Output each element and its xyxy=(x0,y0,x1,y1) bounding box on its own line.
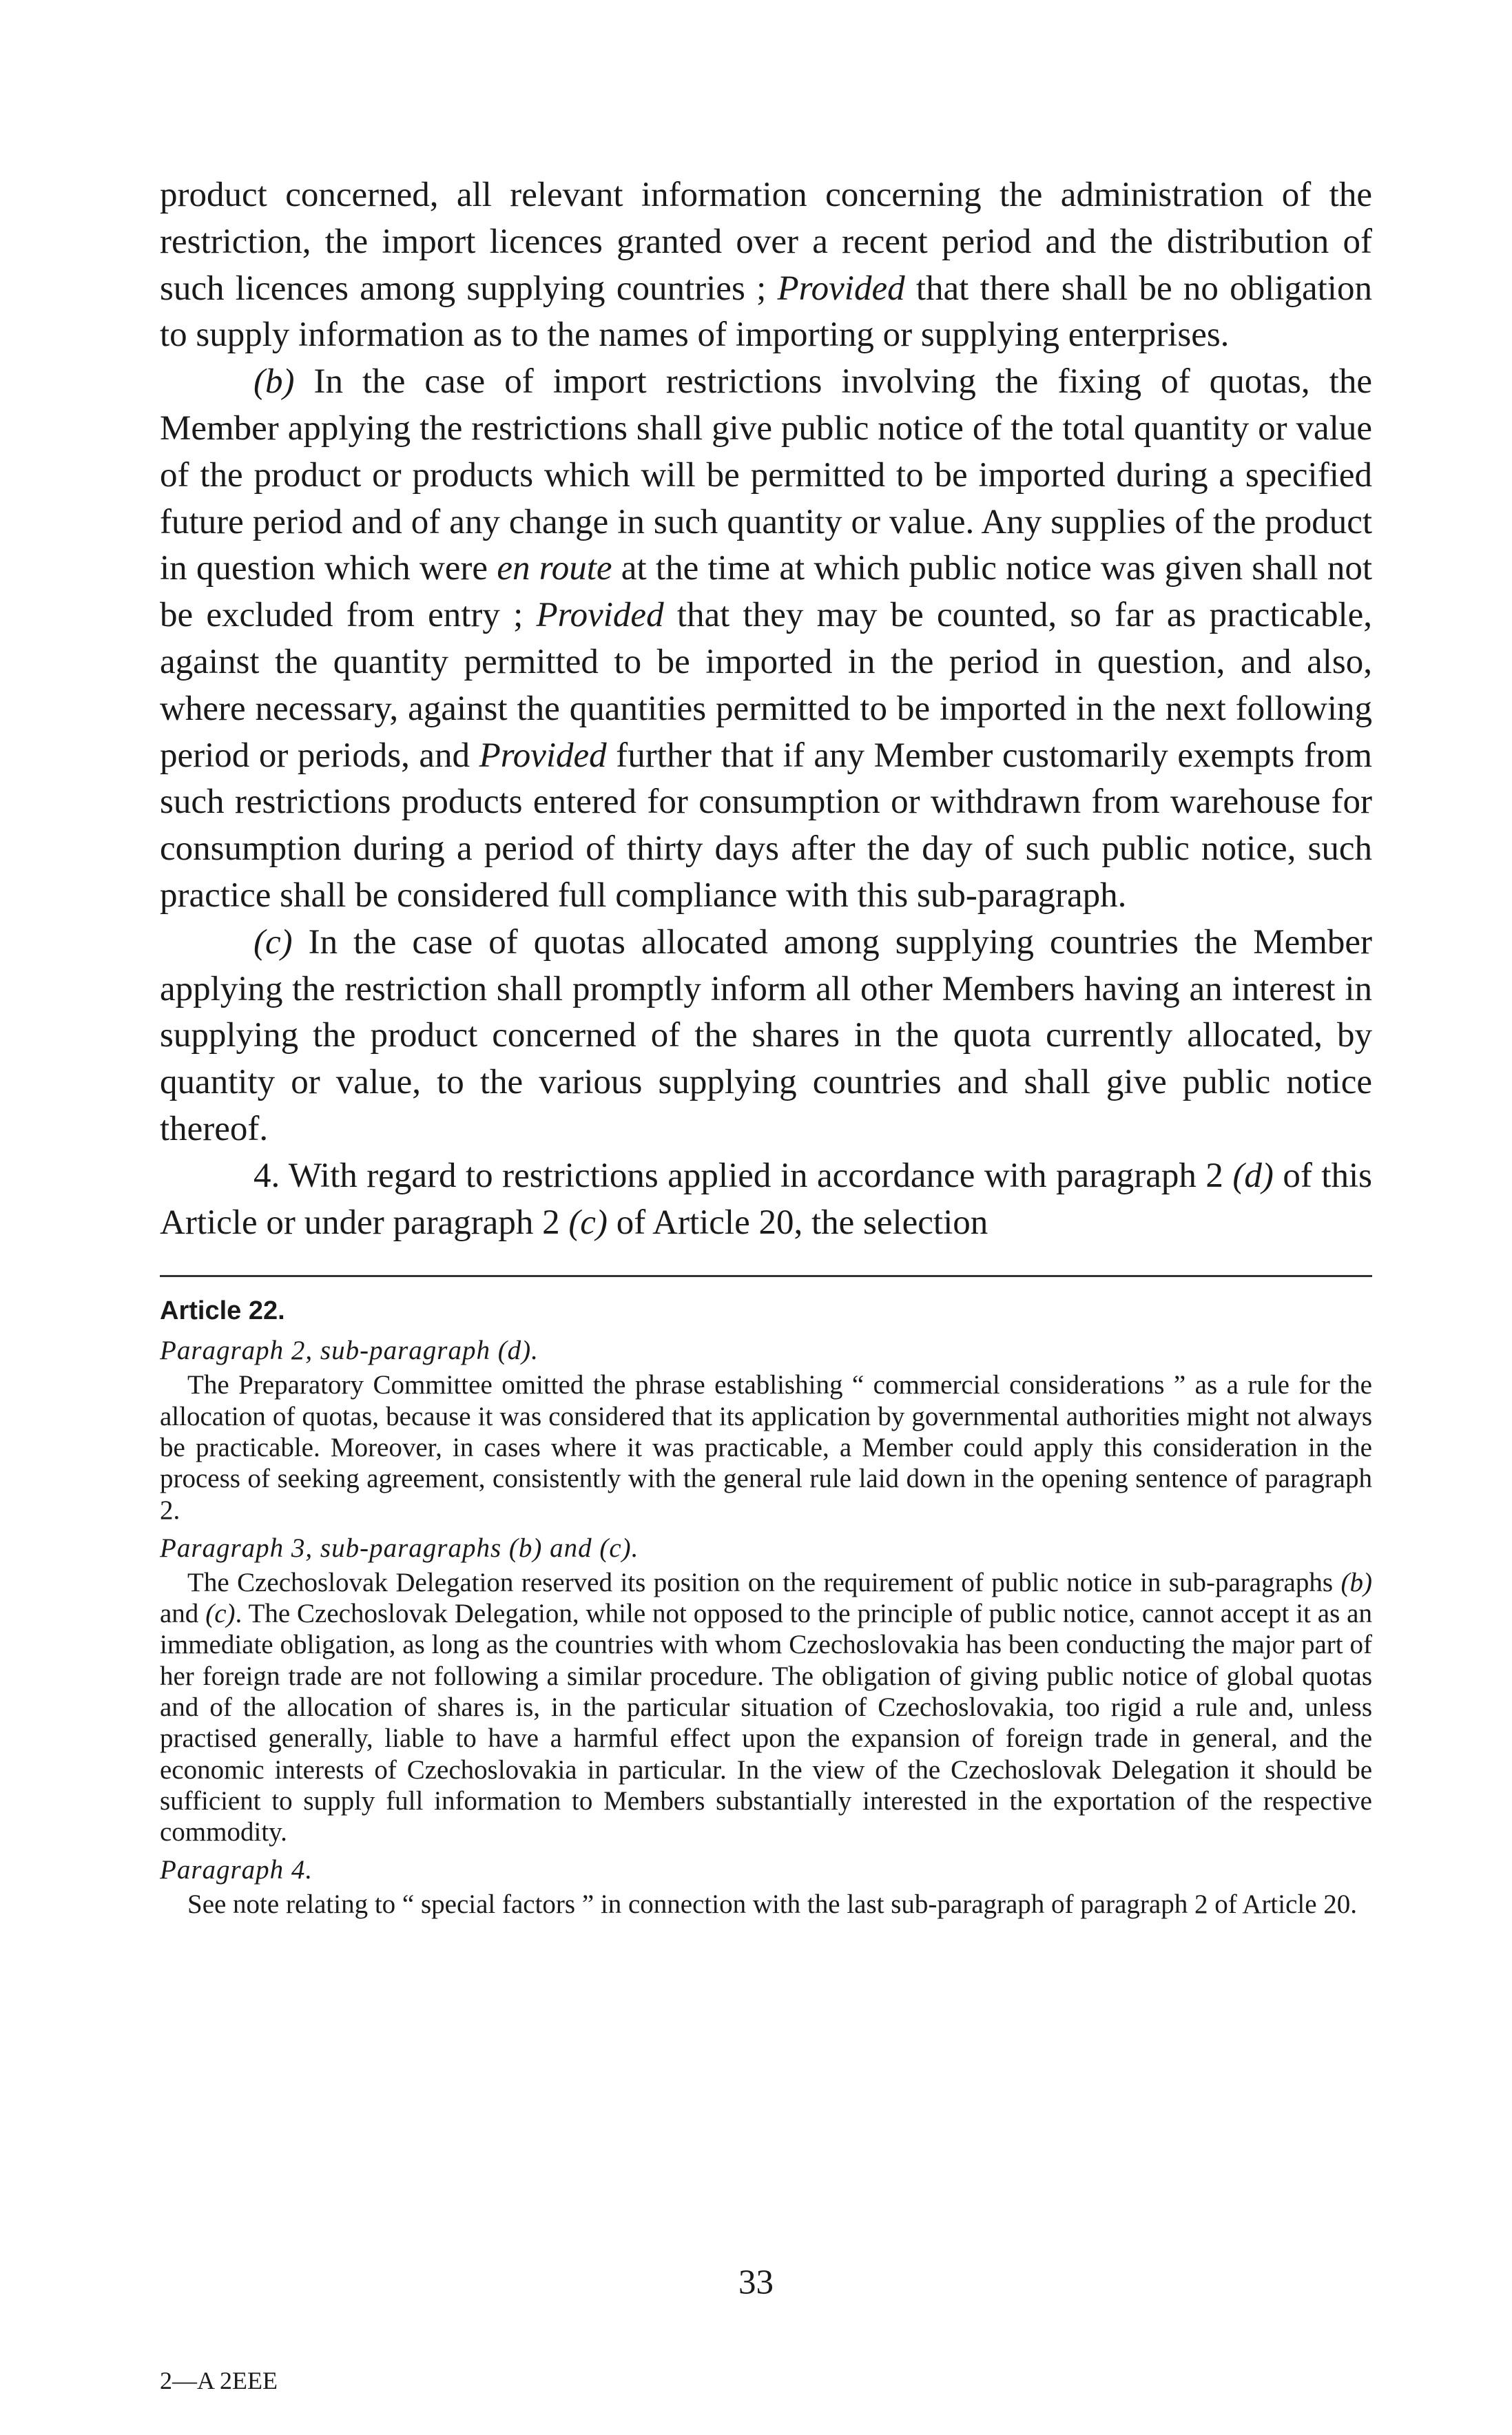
article-heading: Article 22. xyxy=(160,1296,285,1326)
note-body: The Preparatory Committee omitted the phrase establishing “ commercial considerations ” as a rule for the allocation of quotas, because it was considered that its application by governmental authorities might not always be practicable. Moreover, in cases where it was practicable, a Member could apply this consideration in the process of seeking agreement, consistently with the general rule laid down in the opening sentence of paragraph 2. xyxy=(160,1370,1372,1525)
page-number: 33 xyxy=(738,2263,774,2302)
paragraph-continuation: product concerned, all relevant information concerning the administration of the restriction, the import licences granted over a recent period and the distribution of such licences among supplying countries ; Provided that there shall be no obligation to supply information as to the names of importing or supplying enterprises. xyxy=(160,176,1372,355)
paragraph-b: (b) In the case of import restrictions involving the fixing of quotas, the Member applying the restrictions shall give public notice of the total quantity or value of the product or products which will be permitted to be imported during a specified future period and of any change in such quantity or value. Any supplies of the product in question which were en route at the time at which public notice was given shall not be excluded from entry ; Provided that they may be counted, so far as practicable, against the quantity permitted to be imported in the period in question, and also, where necessary, against the quantities permitted to be imported in the next following period or periods, and Provided further that if any Member customarily exempts from such restrictions products entered for consumption or withdrawn from warehouse for consumption during a period of thirty days after the day of such public notice, such practice shall be considered full compliance with this sub-paragraph. xyxy=(160,362,1373,915)
sub-label-c: (c) xyxy=(253,922,293,962)
notes-section xyxy=(160,1294,1372,1920)
provided-term: Provided xyxy=(479,736,607,775)
paragraph-4: 4. With regard to restrictions applied in accordance with paragraph 2 (d) of this Article or under paragraph 2 (c) of Article 20, the selection xyxy=(160,1156,1372,1242)
provided-term: Provided xyxy=(777,269,905,308)
sub-label-b: (b) xyxy=(253,362,295,402)
document-page xyxy=(160,172,1372,1920)
provided-term: Provided xyxy=(536,596,664,635)
printer-signature: 2—A 2EEE xyxy=(160,2367,278,2394)
en-route-term: en route xyxy=(497,549,612,588)
footnote-divider xyxy=(160,1275,1372,1277)
paragraph-c: (c) In the case of quotas allocated among supplying countries the Member applying the restriction shall promptly inform all other Members having an interest in supplying the product concerned of the shares in the quota currently allocated, by quantity or value, to the various supplying countries and shall give public notice thereof. xyxy=(160,922,1372,1148)
note-body: See note relating to “ special factors ” in connection with the last sub-paragraph of paragraph 2 of Article 20. xyxy=(187,1889,1358,1920)
note-heading: Paragraph 2, sub-paragraph (d). xyxy=(160,1336,539,1366)
main-text xyxy=(160,172,1372,1246)
note-heading: Paragraph 4. xyxy=(160,1855,313,1885)
note-heading: Paragraph 3, sub-paragraphs (b) and (c). xyxy=(160,1533,639,1563)
note-body: The Czechoslovak Delegation reserved its position on the requirement of public notice in sub-paragraphs (b) and (c). The Czechoslovak Delegation, while not opposed to the principle of public notice, cannot accept it as an immediate obligation, as long as the countries with whom Czechoslovakia has been conducting the major part of her foreign trade are not following a similar procedure. The obligation of giving public notice of global quotas and of the allocation of shares is, in the particular situation of Czechoslovakia, too rigid a rule and, unless practised generally, liable to have a harmful effect upon the expansion of foreign trade in general, and the economic interests of Czechoslovakia in particular. In the view of the Czechoslovak Delegation it should be sufficient to supply full information to Members substantially interested in the exportation of the respective commodity. xyxy=(160,1567,1372,1847)
